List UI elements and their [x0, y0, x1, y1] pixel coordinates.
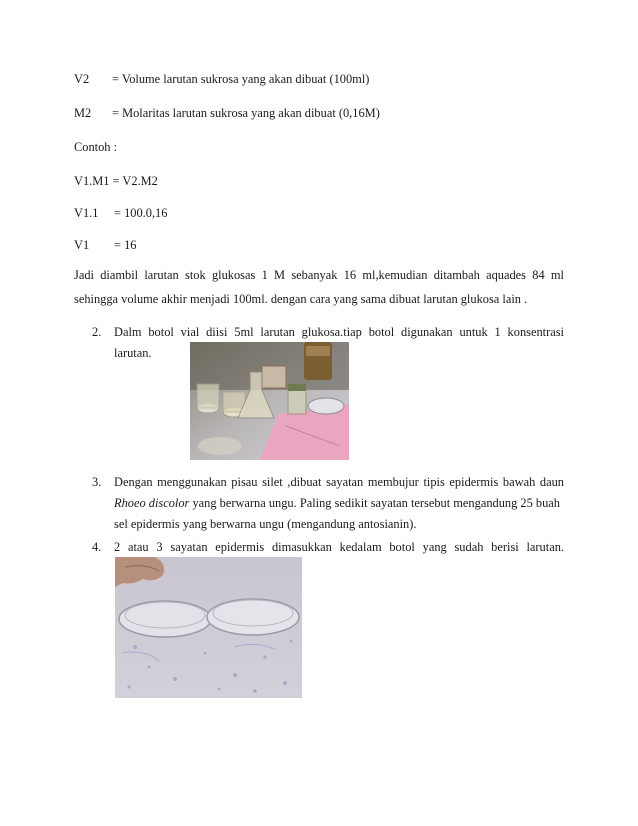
contoh-heading: Contoh : — [74, 140, 118, 154]
list-item-line: sel epidermis yang berwarna ungu (mengandung antosianin). — [114, 517, 417, 531]
paragraph-line: sehingga volume akhir menjadi 100ml. dengan cara yang sama dibuat larutan glukosa lain . — [74, 292, 528, 306]
equation-label: V1.1 — [74, 206, 99, 220]
petri-dish-photo — [115, 557, 302, 698]
list-number: 3. — [92, 475, 102, 489]
list-item-line: Dalm botol vial diisi 5ml larutan glukosa.tiap botol digunakan untuk 1 konsentrasi — [114, 325, 564, 339]
list-item-line: 2 atau 3 sayatan epidermis dimasukkan kedalam botol yang sudah berisi larutan. — [114, 540, 564, 554]
glassware-photo — [190, 342, 349, 460]
list-item-line — [114, 496, 560, 511]
definition-text: = Molaritas larutan sukrosa yang akan dibuat (0,16M) — [112, 106, 380, 120]
list-number: 2. — [92, 325, 102, 339]
list-item-line: Dengan menggunakan pisau silet ,dibuat sayatan membujur tipis epidermis bawah daun — [114, 475, 564, 489]
equation-1: V1.M1 = V2.M2 — [74, 174, 158, 188]
paragraph-line: Jadi diambil larutan stok glukosas 1 M sebanyak 16 ml,kemudian ditambah aquades 84 ml — [74, 268, 564, 282]
definition-text: = Volume larutan sukrosa yang akan dibuat (100ml) — [112, 72, 370, 86]
equation-value: = 100.0,16 — [114, 206, 168, 220]
list-item-text: yang berwarna ungu. Paling sedikit sayatan tersebut mengandung 25 buah — [189, 496, 560, 510]
definition-label: M2 — [74, 106, 92, 120]
equation-value: = 16 — [114, 238, 137, 252]
equation-label: V1 — [74, 238, 90, 252]
definition-label: V2 — [74, 72, 90, 86]
list-number: 4. — [92, 540, 102, 554]
list-item-line: larutan. — [114, 346, 152, 360]
species-name: Rhoeo discolor — [114, 496, 190, 510]
